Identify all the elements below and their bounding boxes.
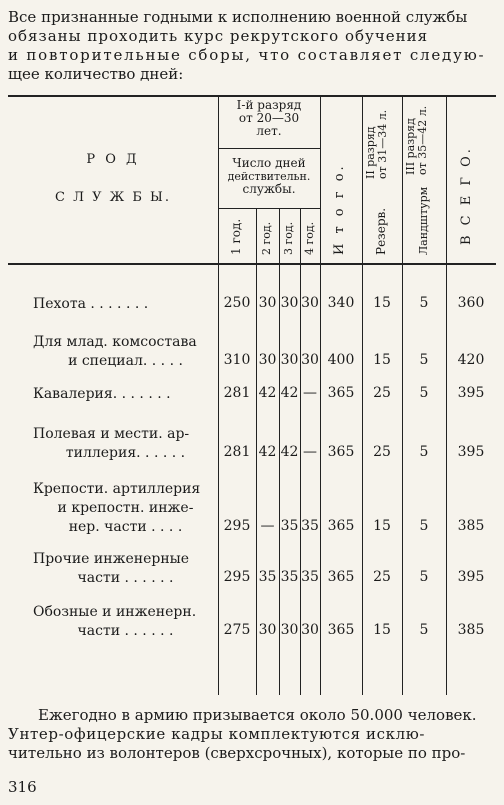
row-value: 15 [373, 295, 391, 311]
row-value: 30 [258, 295, 277, 311]
row-value: 5 [419, 622, 429, 638]
row-name [33, 425, 218, 463]
row-value: 15 [373, 622, 391, 638]
row-value: 15 [373, 352, 391, 368]
row-value: — [303, 385, 317, 401]
row-value: 360 [457, 295, 485, 311]
header-landshturm: Ландштурм [417, 186, 430, 255]
row-name-line: Пехота . . . . . . . [33, 296, 149, 312]
row-name-line: Крепости. артиллерия [33, 481, 201, 497]
row-value: 395 [457, 385, 485, 401]
row-value: 25 [373, 569, 391, 585]
row-value: 365 [327, 385, 355, 401]
header-vsego: В С Е Г О. [459, 146, 474, 245]
row-value: 30 [280, 352, 299, 368]
row-value: 30 [301, 295, 319, 311]
row-name-line: нер. части . . . . [68, 519, 183, 535]
row-name-line: Для млад. комсостава [33, 334, 197, 350]
row-value: — [303, 444, 317, 460]
row-value: 295 [223, 569, 251, 585]
outro-paragraph [8, 706, 496, 763]
row-name [33, 550, 218, 588]
row-name [33, 333, 218, 371]
row-name-line: тиллерия. . . . . . [65, 445, 186, 461]
row-name-line: и специал. . . . . [68, 353, 183, 369]
row-name [33, 385, 218, 404]
row-value: 5 [419, 295, 429, 311]
row-value: 35 [301, 518, 319, 534]
row-value: 310 [223, 352, 251, 368]
row-value: 30 [258, 622, 277, 638]
header-itogo: И т о г о. [332, 163, 347, 255]
outro-line-1: Ежегодно в армию призывается около 50.000 человек. [38, 706, 477, 724]
header-year-1: 1 год. [229, 218, 243, 255]
row-name-line: Обозные и инженерн. [33, 604, 197, 620]
row-value: 25 [373, 385, 391, 401]
row-value: 395 [457, 569, 485, 585]
row-value: 420 [457, 352, 485, 368]
intro-paragraph [8, 8, 496, 84]
row-value: 15 [373, 518, 391, 534]
header-chislo: Число дней действительн. службы. [227, 156, 311, 196]
row-name-line: и крепостн. инже- [57, 500, 194, 516]
row-value: 395 [457, 444, 485, 460]
header-rezerv: Резерв. [374, 207, 388, 255]
intro-line-4: щее количество дней: [8, 65, 184, 83]
row-value: 35 [301, 569, 319, 585]
header-year-2: 2 год. [260, 221, 273, 255]
row-value: 30 [301, 352, 319, 368]
row-value: 385 [457, 622, 485, 638]
row-value: 281 [223, 444, 251, 460]
header-rod: Р О Д [86, 152, 140, 167]
row-name [33, 480, 218, 537]
row-value: — [260, 518, 275, 534]
header-razr1: I-й разряд от 20—30 лет. [236, 98, 302, 138]
row-value: 30 [301, 622, 319, 638]
row-name-line: Прочие инженерные [33, 551, 190, 567]
outro-line-2: Унтер-офицерские кадры комплектуются исклю- [8, 725, 426, 743]
row-value: 5 [419, 444, 429, 460]
row-value: 42 [258, 385, 277, 401]
intro-line-2: обязаны проходить курс рекрутского обучения [8, 27, 429, 45]
row-value: 281 [223, 385, 251, 401]
row-name-line: Кавалерия. . . . . . . [33, 386, 171, 402]
row-value: 365 [327, 622, 355, 638]
row-value: 35 [280, 569, 299, 585]
row-value: 295 [223, 518, 251, 534]
header-sluzhby: С Л У Ж Б Ы. [55, 190, 171, 205]
row-name-line: части . . . . . . [77, 623, 174, 639]
row-name [33, 295, 218, 314]
row-value: 35 [280, 518, 299, 534]
row-value: 385 [457, 518, 485, 534]
row-value: 340 [327, 295, 355, 311]
table-header-rule [8, 263, 496, 265]
row-value: 5 [419, 352, 429, 368]
row-value: 30 [280, 622, 299, 638]
row-value: 35 [258, 569, 277, 585]
row-value: 365 [327, 569, 355, 585]
row-value: 365 [327, 518, 355, 534]
row-value: 250 [223, 295, 251, 311]
row-value: 5 [419, 518, 429, 534]
row-value: 42 [280, 385, 299, 401]
row-value: 42 [280, 444, 299, 460]
row-name-line: части . . . . . . [77, 570, 174, 586]
row-value: 30 [258, 352, 277, 368]
row-value: 42 [258, 444, 277, 460]
razr1-underline [218, 148, 320, 149]
header-year-3: 3 год. [282, 221, 295, 255]
row-name-line: Полевая и мести. ар- [33, 426, 190, 442]
row-value: 365 [327, 444, 355, 460]
outro-line-3: чительно из волонтеров (сверхсрочных), которые по про- [8, 744, 466, 762]
row-value: 275 [223, 622, 251, 638]
row-value: 5 [419, 569, 429, 585]
header-year-4: 4 год. [303, 221, 316, 255]
row-name [33, 603, 218, 641]
row-value: 30 [280, 295, 299, 311]
intro-line-3: и повторительные сборы, что составляет следую- [8, 46, 486, 64]
service-days-table [8, 95, 496, 695]
table-top-rule [8, 95, 496, 97]
page-number: 316 [8, 778, 37, 796]
header-razr3: III разряд от 35—42 л. [404, 105, 429, 175]
chislo-underline [218, 208, 320, 209]
row-value: 5 [419, 385, 429, 401]
intro-line-1: Все признанные годными к исполнению военной службы [8, 8, 468, 26]
header-razr2: II разряд от 31—34 л. [364, 109, 389, 179]
row-value: 25 [373, 444, 391, 460]
row-value: 400 [327, 352, 355, 368]
